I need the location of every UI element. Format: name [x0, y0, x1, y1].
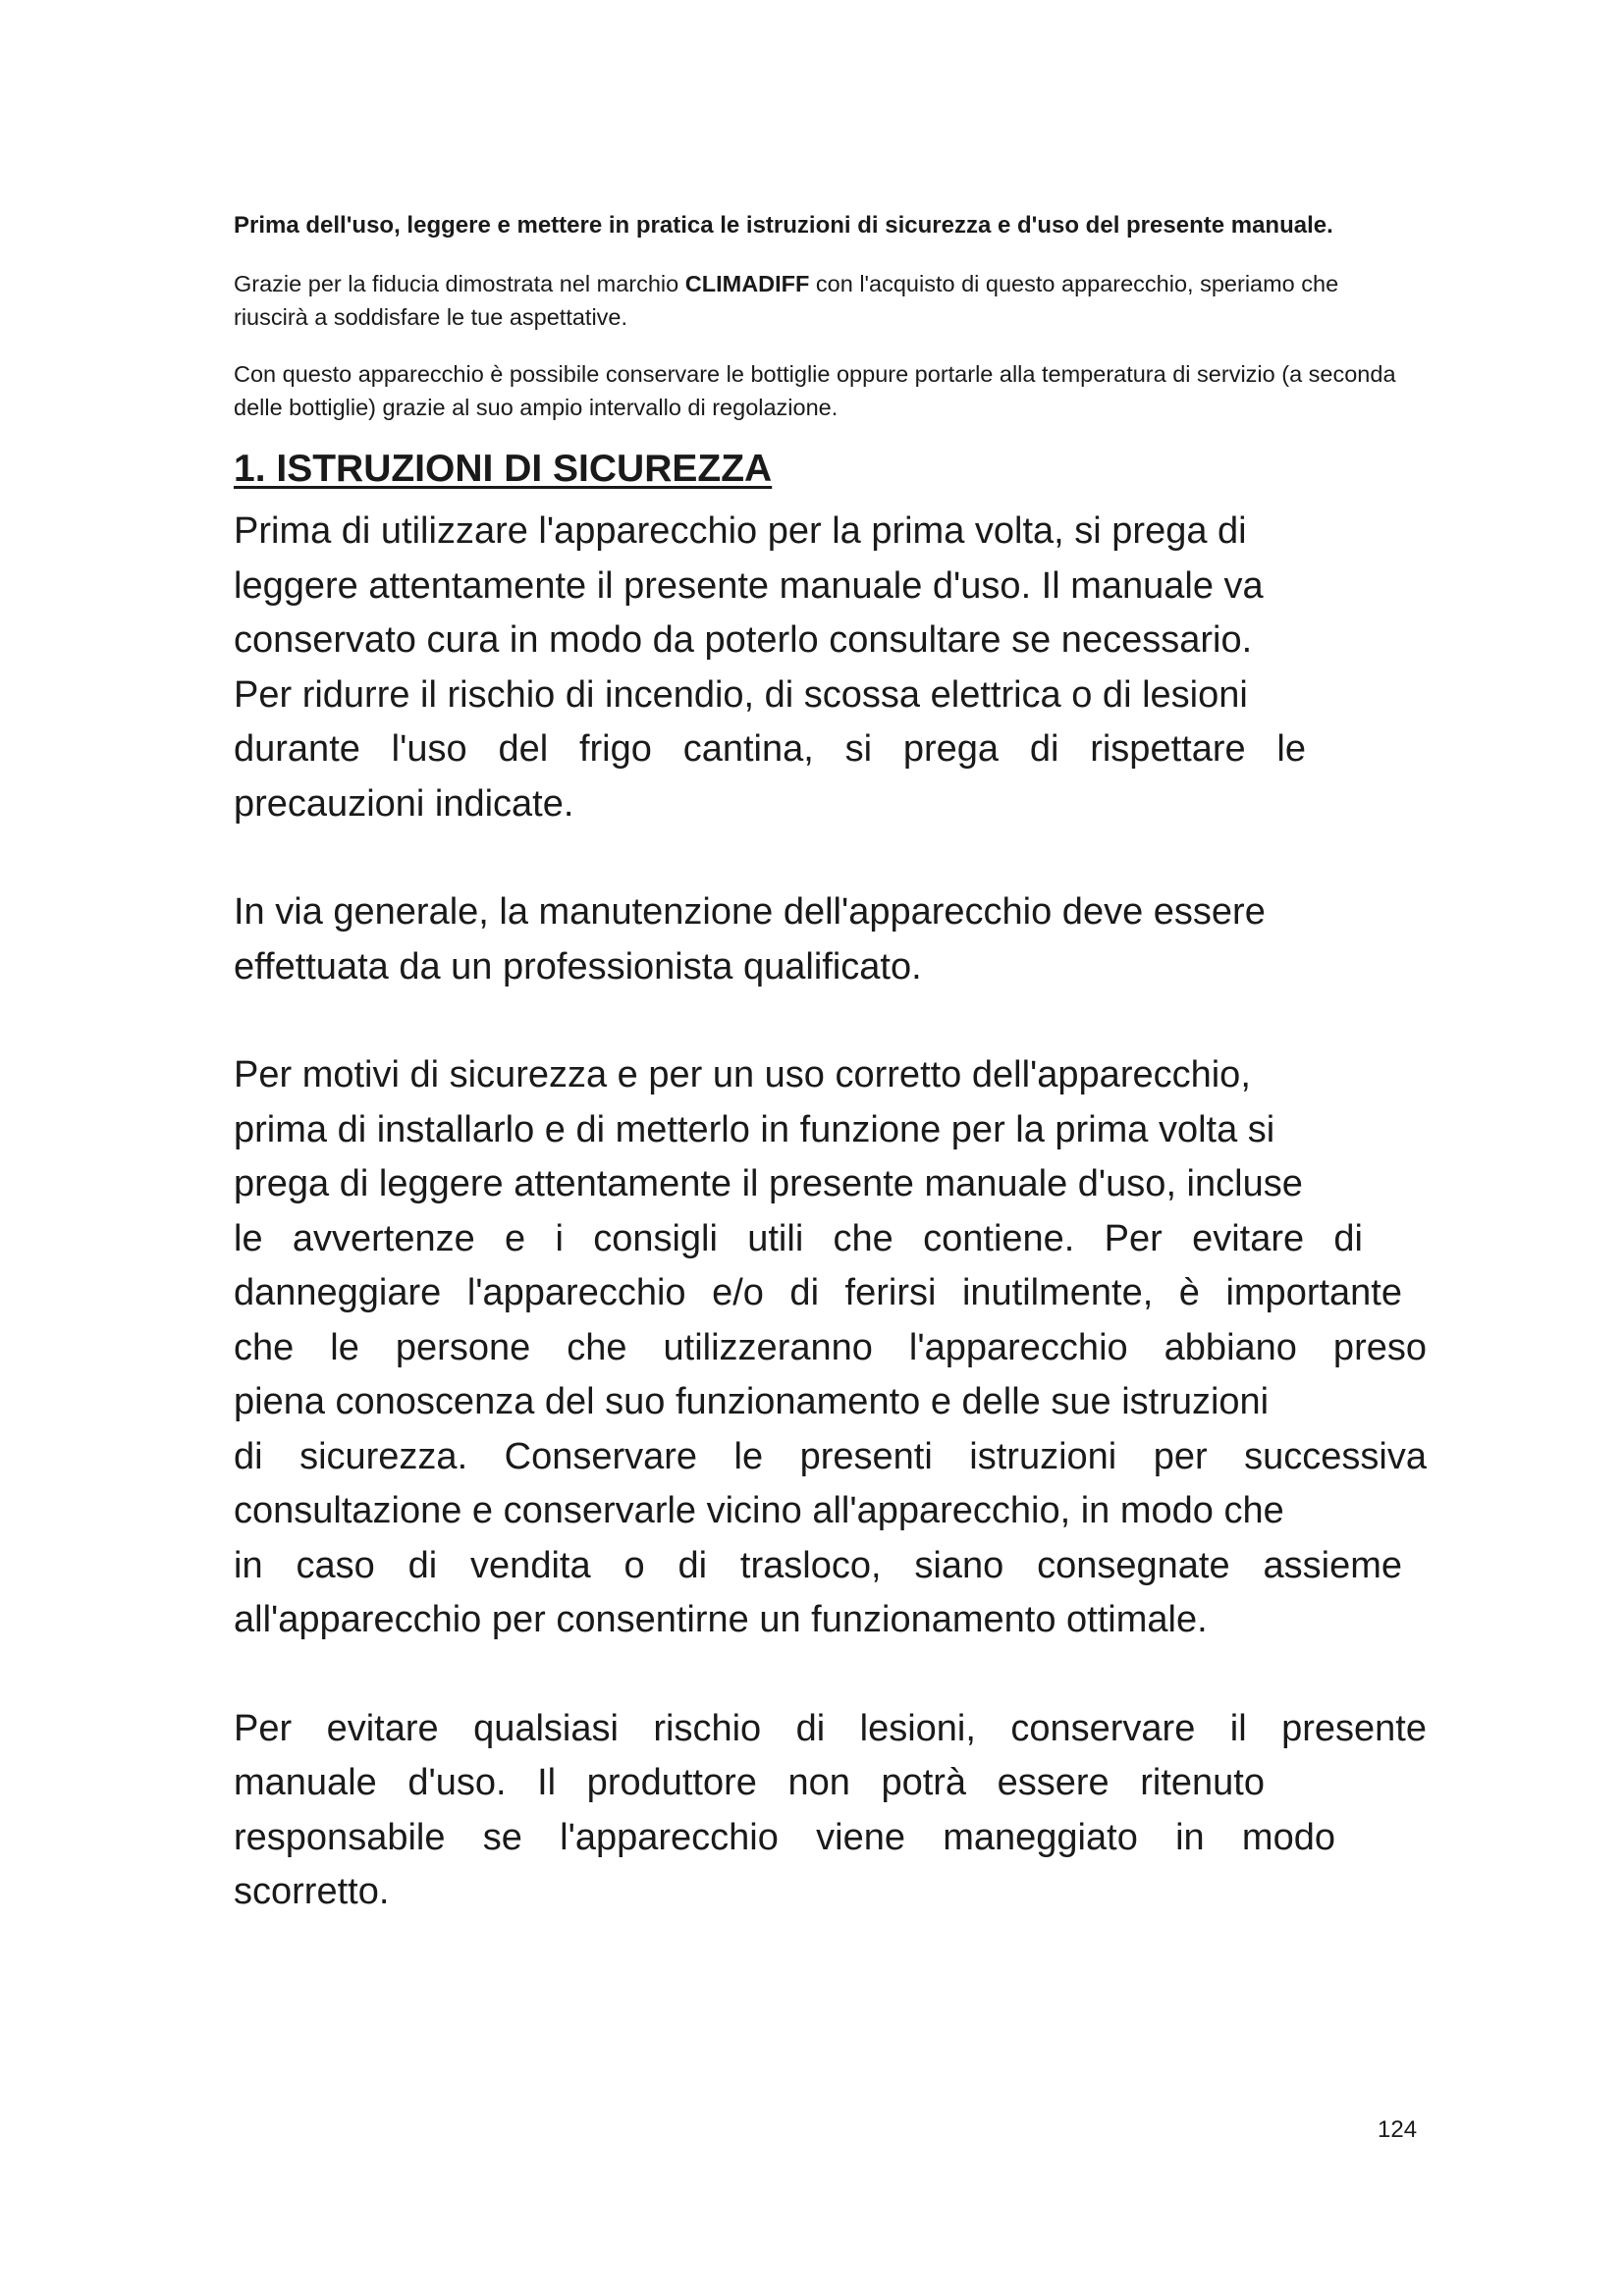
document-page: [234, 208, 1427, 1974]
brand-name: CLIMADIFF: [684, 271, 810, 296]
paragraph-line: danneggiare l'apparecchio e/o di ferirsi inutilmente, è importante: [234, 1272, 1402, 1313]
usage-warning: Prima dell'uso, leggere e mettere in pratica le istruzioni di sicurezza e d'uso del presente manuale.: [234, 212, 1333, 239]
paragraph-4: [234, 1702, 1427, 1920]
paragraph-line: conservato cura in modo da poterlo consultare se necessario.: [234, 619, 1253, 661]
paragraph-line: Per motivi di sicurezza e per un uso corretto dell'apparecchio,: [234, 1054, 1251, 1095]
thanks-text-post: con l'acquisto di questo apparecchio, speriamo che riuscirà a soddisfare le tue aspettative.: [234, 271, 1339, 330]
paragraph-line: leggere attentamente il presente manuale d'uso. Il manuale va: [234, 564, 1264, 607]
page-number: 124: [1378, 2116, 1418, 2143]
paragraph-2: [234, 885, 1404, 994]
paragraph-line: durante l'uso del frigo cantina, si prega di rispettare le: [234, 728, 1306, 770]
paragraph-line: in caso di vendita o di trasloco, siano consegnate assieme: [234, 1544, 1402, 1586]
paragraph-line: Prima di utilizzare l'apparecchio per la prima volta, si prega di: [234, 510, 1247, 552]
paragraph-1: [234, 505, 1404, 831]
section-heading: 1. ISTRUZIONI DI SICUREZZA: [234, 448, 773, 490]
thanks-text-pre: Grazie per la fiducia dimostrata nel marchio: [234, 271, 685, 296]
paragraph-line: precauzioni indicate.: [234, 782, 574, 825]
paragraph-line: all'apparecchio per consentirne un funzionamento ottimale.: [234, 1599, 1208, 1640]
paragraph-line: prima di installarlo e di metterlo in funzione per la prima volta si: [234, 1108, 1275, 1150]
paragraph-line: responsabile se l'apparecchio viene maneggiato in modo: [234, 1816, 1335, 1858]
paragraph-3: [234, 1048, 1427, 1648]
paragraph-line: di sicurezza. Conservare le presenti istruzioni per successiva: [234, 1435, 1427, 1477]
paragraph-line: Per ridurre il rischio di incendio, di scossa elettrica o di lesioni: [234, 673, 1248, 716]
paragraph-line: In via generale, la manutenzione dell'apparecchio deve essere: [234, 891, 1266, 933]
thanks-paragraph: [234, 267, 1404, 334]
paragraph-line: piena conoscenza del suo funzionamento e delle sue istruzioni: [234, 1381, 1270, 1422]
paragraph-line: prega di leggere attentamente il presente manuale d'uso, incluse: [234, 1163, 1303, 1204]
description-paragraph: Con questo apparecchio è possibile conservare le bottiglie oppure portarle alla temperatura di servizio (a seconda delle bottiglie) grazie al suo ampio intervallo di regolazione.: [234, 361, 1396, 420]
paragraph-line: manuale d'uso. Il produttore non potrà essere ritenuto: [234, 1762, 1265, 1803]
paragraph-line: Per evitare qualsiasi rischio di lesioni, conservare il presente: [234, 1707, 1427, 1749]
paragraph-line: che le persone che utilizzeranno l'apparecchio abbiano preso: [234, 1326, 1427, 1368]
paragraph-line: scorretto.: [234, 1871, 390, 1912]
paragraph-line: le avvertenze e i consigli utili che contiene. Per evitare di: [234, 1217, 1363, 1259]
paragraph-line: consultazione e conservarle vicino all'apparecchio, in modo che: [234, 1490, 1284, 1531]
paragraph-line: effettuata da un professionista qualificato.: [234, 945, 922, 988]
